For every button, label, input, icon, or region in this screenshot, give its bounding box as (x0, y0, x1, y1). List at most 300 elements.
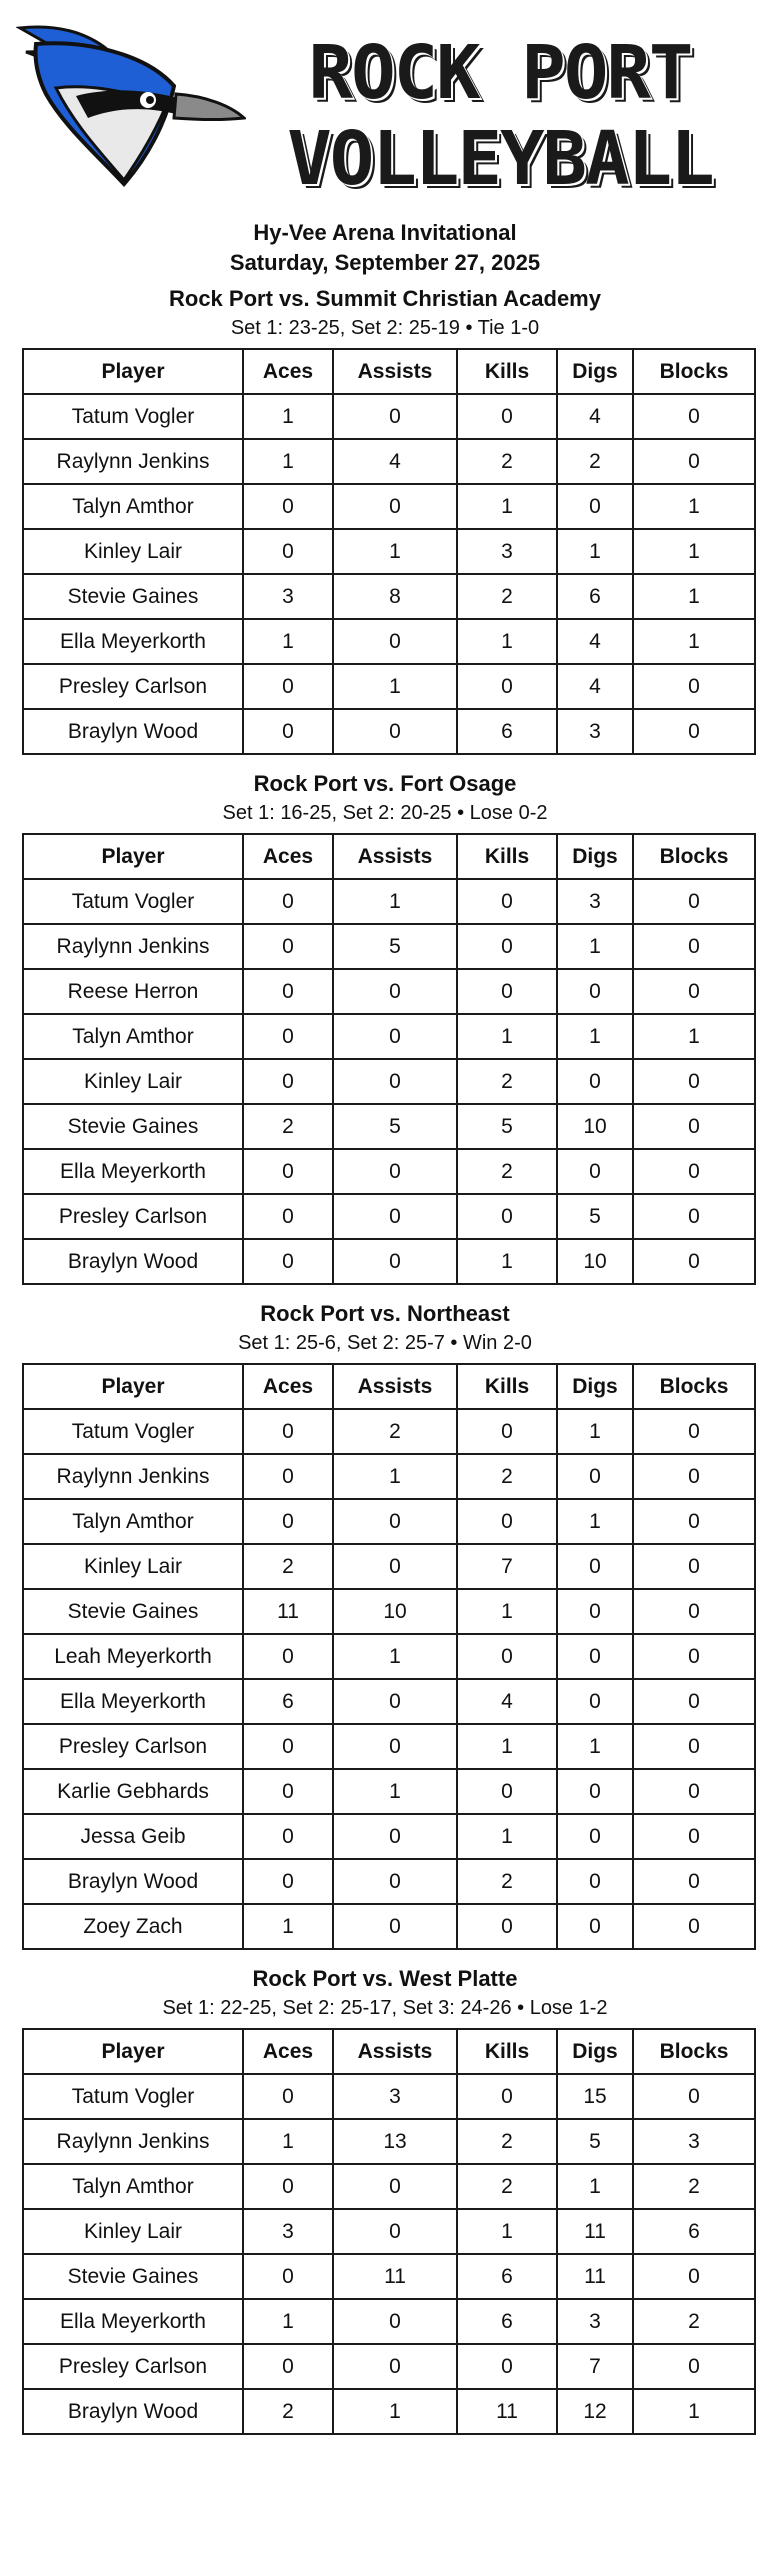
stat-cell: 0 (243, 529, 333, 574)
table-row (23, 1014, 755, 1059)
stat-cell: 0 (333, 969, 457, 1014)
stat-cell: 2 (557, 439, 633, 484)
table-row (23, 2074, 755, 2119)
stat-cell: 0 (557, 1904, 633, 1949)
stat-cell: 0 (333, 1194, 457, 1239)
stat-cell: 0 (557, 969, 633, 1014)
stat-cell: 1 (333, 2389, 457, 2434)
player-name-cell: Talyn Amthor (23, 484, 243, 529)
table-row (23, 1499, 755, 1544)
stat-cell: 0 (457, 969, 557, 1014)
stat-cell: 1 (557, 1409, 633, 1454)
stat-cell: 1 (633, 1014, 755, 1059)
table-row (23, 924, 755, 969)
stat-cell: 1 (457, 1014, 557, 1059)
player-name-cell: Braylyn Wood (23, 1859, 243, 1904)
column-header: Player (23, 834, 243, 879)
column-header: Digs (557, 349, 633, 394)
stat-cell: 1 (633, 529, 755, 574)
stat-cell: 0 (243, 1149, 333, 1194)
stat-cell: 0 (633, 2254, 755, 2299)
column-header: Assists (333, 834, 457, 879)
stats-table (22, 2028, 756, 2435)
stat-cell: 0 (633, 1904, 755, 1949)
stat-cell: 0 (633, 2344, 755, 2389)
column-header: Aces (243, 349, 333, 394)
stat-cell: 0 (457, 1499, 557, 1544)
player-name-cell: Reese Herron (23, 969, 243, 1014)
stat-cell: 5 (557, 1194, 633, 1239)
match-result: Set 1: 23-25, Set 2: 25-19 • Tie 1-0 (230, 317, 540, 339)
stat-cell: 0 (333, 2299, 457, 2344)
stat-cell: 0 (243, 1059, 333, 1104)
stat-cell: 1 (457, 619, 557, 664)
stat-cell: 0 (243, 879, 333, 924)
stat-cell: 0 (557, 1859, 633, 1904)
player-name-cell: Presley Carlson (23, 2344, 243, 2389)
stat-cell: 0 (633, 879, 755, 924)
player-name-cell: Raylynn Jenkins (23, 924, 243, 969)
table-row (23, 2299, 755, 2344)
stat-cell: 0 (633, 1769, 755, 1814)
stat-cell: 0 (633, 1544, 755, 1589)
stat-cell: 0 (557, 1634, 633, 1679)
stat-cell: 5 (457, 1104, 557, 1149)
table-row (23, 2344, 755, 2389)
stat-cell: 0 (333, 2344, 457, 2389)
stat-cell: 0 (557, 1769, 633, 1814)
stat-cell: 6 (457, 709, 557, 754)
stat-cell: 6 (557, 574, 633, 619)
player-name-cell: Ella Meyerkorth (23, 1679, 243, 1724)
player-name-cell: Raylynn Jenkins (23, 1454, 243, 1499)
stat-cell: 0 (333, 2164, 457, 2209)
stat-cell: 0 (333, 1904, 457, 1949)
column-header: Kills (457, 349, 557, 394)
column-header: Digs (557, 2029, 633, 2074)
table-row (23, 1454, 755, 1499)
stat-cell: 10 (557, 1104, 633, 1149)
stat-cell: 1 (243, 1904, 333, 1949)
stat-cell: 1 (243, 439, 333, 484)
stat-cell: 2 (457, 1454, 557, 1499)
player-name-cell: Karlie Gebhards (23, 1769, 243, 1814)
column-header: Blocks (633, 2029, 755, 2074)
stat-cell: 0 (633, 1724, 755, 1769)
match-section (0, 769, 770, 1285)
player-name-cell: Leah Meyerkorth (23, 1634, 243, 1679)
table-row (23, 879, 755, 924)
stat-cell: 1 (333, 1634, 457, 1679)
player-name-cell: Kinley Lair (23, 1544, 243, 1589)
stat-cell: 0 (243, 2254, 333, 2299)
stat-cell: 0 (633, 1194, 755, 1239)
stat-cell: 0 (457, 2344, 557, 2389)
stat-cell: 1 (457, 2209, 557, 2254)
match-title: Rock Port vs. West Platte (252, 1966, 518, 1991)
player-name-cell: Ella Meyerkorth (23, 2299, 243, 2344)
stat-cell: 5 (333, 1104, 457, 1149)
stat-cell: 0 (457, 1409, 557, 1454)
stat-cell: 2 (457, 439, 557, 484)
stat-cell: 0 (333, 2209, 457, 2254)
stat-cell: 0 (243, 1239, 333, 1284)
player-name-cell: Kinley Lair (23, 1059, 243, 1104)
stat-cell: 0 (243, 2344, 333, 2389)
player-name-cell: Tatum Vogler (23, 394, 243, 439)
stat-cell: 0 (243, 2074, 333, 2119)
stat-cell: 0 (243, 1769, 333, 1814)
stat-cell: 0 (633, 1104, 755, 1149)
table-row (23, 2254, 755, 2299)
event-date: Saturday, September 27, 2025 (229, 250, 541, 275)
stat-cell: 0 (557, 1544, 633, 1589)
column-header: Digs (557, 1364, 633, 1409)
stat-cell: 2 (243, 1104, 333, 1149)
stat-cell: 4 (557, 394, 633, 439)
player-name-cell: Stevie Gaines (23, 574, 243, 619)
table-row (23, 1814, 755, 1859)
stat-cell: 0 (333, 619, 457, 664)
stat-cell: 1 (557, 1499, 633, 1544)
stats-table (22, 1363, 756, 1950)
stat-cell: 1 (557, 2164, 633, 2209)
column-header: Digs (557, 834, 633, 879)
player-name-cell: Raylynn Jenkins (23, 2119, 243, 2164)
stat-cell: 0 (557, 484, 633, 529)
stat-cell: 0 (333, 394, 457, 439)
stat-cell: 0 (333, 1814, 457, 1859)
player-name-cell: Tatum Vogler (23, 1409, 243, 1454)
stat-cell: 0 (633, 1634, 755, 1679)
stat-cell: 11 (243, 1589, 333, 1634)
stats-table (22, 833, 756, 1285)
match-list (0, 284, 770, 2435)
stat-cell: 2 (633, 2299, 755, 2344)
stat-cell: 1 (557, 1724, 633, 1769)
column-header: Aces (243, 2029, 333, 2074)
player-name-cell: Raylynn Jenkins (23, 439, 243, 484)
stat-cell: 0 (333, 1724, 457, 1769)
column-header: Blocks (633, 1364, 755, 1409)
column-header: Blocks (633, 349, 755, 394)
table-row (23, 1859, 755, 1904)
player-name-cell: Kinley Lair (23, 2209, 243, 2254)
stat-cell: 0 (333, 709, 457, 754)
stat-cell: 0 (243, 709, 333, 754)
stat-cell: 0 (243, 664, 333, 709)
stat-cell: 0 (457, 1194, 557, 1239)
stat-cell: 3 (243, 2209, 333, 2254)
column-header: Kills (457, 1364, 557, 1409)
table-row (23, 1544, 755, 1589)
stat-cell: 12 (557, 2389, 633, 2434)
match-title: Rock Port vs. Summit Christian Academy (169, 286, 601, 311)
player-name-cell: Ella Meyerkorth (23, 1149, 243, 1194)
stat-cell: 0 (633, 1059, 755, 1104)
table-row (23, 529, 755, 574)
stat-cell: 0 (557, 1454, 633, 1499)
table-row (23, 709, 755, 754)
table-row (23, 2209, 755, 2254)
stat-cell: 7 (557, 2344, 633, 2389)
table-row (23, 574, 755, 619)
stat-cell: 0 (457, 664, 557, 709)
match-result: Set 1: 16-25, Set 2: 20-25 • Lose 0-2 (222, 802, 548, 824)
table-row (23, 439, 755, 484)
stat-cell: 0 (333, 1499, 457, 1544)
player-name-cell: Tatum Vogler (23, 2074, 243, 2119)
table-row (23, 1239, 755, 1284)
column-header: Player (23, 1364, 243, 1409)
match-result: Set 1: 22-25, Set 2: 25-17, Set 3: 24-26 • Lose 1-2 (162, 1997, 608, 2019)
table-header-row (23, 834, 755, 879)
stat-cell: 0 (243, 1194, 333, 1239)
stat-cell: 3 (457, 529, 557, 574)
stat-cell: 0 (243, 1859, 333, 1904)
player-name-cell: Ella Meyerkorth (23, 619, 243, 664)
stat-cell: 0 (633, 969, 755, 1014)
table-row (23, 394, 755, 439)
table-row (23, 1589, 755, 1634)
stat-cell: 1 (333, 1454, 457, 1499)
table-row (23, 1104, 755, 1149)
stat-cell: 0 (457, 1769, 557, 1814)
stat-cell: 0 (333, 1149, 457, 1194)
table-row (23, 1194, 755, 1239)
table-row (23, 2164, 755, 2209)
player-name-cell: Talyn Amthor (23, 2164, 243, 2209)
column-header: Assists (333, 1364, 457, 1409)
stat-cell: 0 (557, 1149, 633, 1194)
stat-cell: 1 (633, 619, 755, 664)
stat-cell: 0 (633, 1859, 755, 1904)
stat-cell: 1 (633, 484, 755, 529)
stat-cell: 4 (457, 1679, 557, 1724)
stat-cell: 0 (333, 1544, 457, 1589)
table-row (23, 1409, 755, 1454)
column-header: Player (23, 2029, 243, 2074)
stat-cell: 6 (457, 2254, 557, 2299)
stat-cell: 0 (557, 1589, 633, 1634)
player-name-cell: Stevie Gaines (23, 2254, 243, 2299)
stat-cell: 2 (457, 1149, 557, 1194)
player-name-cell: Stevie Gaines (23, 1589, 243, 1634)
stat-cell: 0 (333, 1014, 457, 1059)
stat-cell: 2 (457, 574, 557, 619)
stat-cell: 0 (333, 1859, 457, 1904)
column-header: Assists (333, 349, 457, 394)
stat-cell: 0 (243, 2164, 333, 2209)
stat-cell: 1 (243, 619, 333, 664)
player-name-cell: Jessa Geib (23, 1814, 243, 1859)
table-row (23, 664, 755, 709)
stat-cell: 1 (243, 2119, 333, 2164)
stat-cell: 0 (243, 1724, 333, 1769)
player-name-cell: Zoey Zach (23, 1904, 243, 1949)
column-header: Kills (457, 834, 557, 879)
bluejay-mascot-icon (16, 14, 246, 189)
stat-cell: 1 (243, 394, 333, 439)
stat-cell: 5 (333, 924, 457, 969)
stat-cell: 0 (333, 1059, 457, 1104)
column-header: Kills (457, 2029, 557, 2074)
stat-cell: 0 (243, 924, 333, 969)
stat-cell: 0 (633, 709, 755, 754)
table-row (23, 2389, 755, 2434)
stat-cell: 0 (333, 484, 457, 529)
column-header: Assists (333, 2029, 457, 2074)
stat-cell: 0 (457, 879, 557, 924)
header (0, 0, 770, 200)
match-result: Set 1: 25-6, Set 2: 25-7 • Win 2-0 (238, 1332, 532, 1354)
stat-cell: 1 (457, 1589, 557, 1634)
stat-cell: 10 (557, 1239, 633, 1284)
stat-cell: 7 (457, 1544, 557, 1589)
stat-cell: 0 (243, 1499, 333, 1544)
table-row (23, 619, 755, 664)
stat-cell: 0 (243, 1454, 333, 1499)
column-header: Aces (243, 1364, 333, 1409)
stat-cell: 0 (457, 1904, 557, 1949)
stat-cell: 3 (557, 879, 633, 924)
table-row (23, 484, 755, 529)
table-header-row (23, 2029, 755, 2074)
match-section (0, 284, 770, 755)
stat-cell: 2 (633, 2164, 755, 2209)
stat-cell: 5 (557, 2119, 633, 2164)
match-section (0, 1299, 770, 1950)
stat-cell: 1 (633, 574, 755, 619)
player-name-cell: Kinley Lair (23, 529, 243, 574)
stat-cell: 0 (633, 1814, 755, 1859)
table-row (23, 1634, 755, 1679)
stat-cell: 0 (243, 1634, 333, 1679)
stat-cell: 0 (633, 924, 755, 969)
stats-table (22, 348, 756, 755)
match-section (0, 1964, 770, 2435)
title-line-1: ROCK PORT (308, 30, 692, 116)
player-name-cell: Braylyn Wood (23, 2389, 243, 2434)
event-name: Hy-Vee Arena Invitational (253, 220, 517, 245)
stat-cell: 3 (557, 709, 633, 754)
column-header: Blocks (633, 834, 755, 879)
stat-cell: 0 (243, 1014, 333, 1059)
stat-cell: 0 (633, 1239, 755, 1284)
stat-cell: 2 (457, 2164, 557, 2209)
stat-cell: 0 (243, 484, 333, 529)
stat-cell: 3 (633, 2119, 755, 2164)
stat-cell: 6 (633, 2209, 755, 2254)
stat-cell: 2 (243, 1544, 333, 1589)
player-name-cell: Presley Carlson (23, 1194, 243, 1239)
stat-cell: 8 (333, 574, 457, 619)
stat-cell: 0 (633, 1454, 755, 1499)
stat-cell: 2 (457, 2119, 557, 2164)
stat-cell: 13 (333, 2119, 457, 2164)
stat-cell: 2 (457, 1859, 557, 1904)
table-row (23, 2119, 755, 2164)
event-info (0, 218, 770, 278)
player-name-cell: Stevie Gaines (23, 1104, 243, 1149)
stat-cell: 1 (457, 1724, 557, 1769)
stat-cell: 0 (457, 924, 557, 969)
table-header-row (23, 349, 755, 394)
table-row (23, 1059, 755, 1104)
stat-cell: 4 (557, 664, 633, 709)
stat-cell: 0 (633, 439, 755, 484)
stat-cell: 1 (457, 484, 557, 529)
stat-cell: 6 (243, 1679, 333, 1724)
stat-cell: 0 (557, 1814, 633, 1859)
stat-cell: 2 (333, 1409, 457, 1454)
stat-cell: 0 (633, 1589, 755, 1634)
stat-cell: 11 (333, 2254, 457, 2299)
stat-cell: 1 (457, 1239, 557, 1284)
stat-cell: 1 (333, 879, 457, 924)
column-header: Aces (243, 834, 333, 879)
stat-cell: 1 (457, 1814, 557, 1859)
stat-cell: 0 (633, 394, 755, 439)
stat-cell: 11 (557, 2254, 633, 2299)
stat-cell: 1 (333, 664, 457, 709)
stat-cell: 0 (633, 1149, 755, 1194)
stat-cell: 2 (457, 1059, 557, 1104)
stat-cell: 0 (457, 1634, 557, 1679)
page-title (250, 30, 750, 202)
stat-cell: 0 (633, 2074, 755, 2119)
stat-cell: 3 (243, 574, 333, 619)
stat-cell: 1 (557, 924, 633, 969)
stat-cell: 1 (243, 2299, 333, 2344)
stat-cell: 4 (557, 619, 633, 664)
player-name-cell: Braylyn Wood (23, 1239, 243, 1284)
stat-cell: 1 (557, 529, 633, 574)
stat-cell: 0 (243, 1409, 333, 1454)
player-name-cell: Talyn Amthor (23, 1499, 243, 1544)
player-name-cell: Presley Carlson (23, 1724, 243, 1769)
stat-cell: 0 (457, 394, 557, 439)
stat-cell: 0 (557, 1059, 633, 1104)
stat-cell: 0 (557, 1679, 633, 1724)
table-row (23, 1904, 755, 1949)
table-row (23, 969, 755, 1014)
stat-cell: 0 (243, 969, 333, 1014)
stat-cell: 1 (333, 529, 457, 574)
table-row (23, 1149, 755, 1194)
title-line-2: VOLLEYBALL (287, 116, 713, 202)
stat-cell: 10 (333, 1589, 457, 1634)
stat-cell: 11 (557, 2209, 633, 2254)
player-name-cell: Tatum Vogler (23, 879, 243, 924)
match-title: Rock Port vs. Fort Osage (253, 771, 517, 796)
column-header: Player (23, 349, 243, 394)
stat-cell: 0 (457, 2074, 557, 2119)
stat-cell: 3 (557, 2299, 633, 2344)
stat-cell: 0 (633, 1679, 755, 1724)
stat-cell: 1 (633, 2389, 755, 2434)
stat-cell: 6 (457, 2299, 557, 2344)
stat-cell: 3 (333, 2074, 457, 2119)
stat-cell: 0 (333, 1679, 457, 1724)
stat-cell: 0 (633, 664, 755, 709)
stat-cell: 1 (333, 1769, 457, 1814)
table-header-row (23, 1364, 755, 1409)
stat-cell: 11 (457, 2389, 557, 2434)
stat-cell: 2 (243, 2389, 333, 2434)
table-row (23, 1769, 755, 1814)
match-title: Rock Port vs. Northeast (260, 1301, 510, 1326)
